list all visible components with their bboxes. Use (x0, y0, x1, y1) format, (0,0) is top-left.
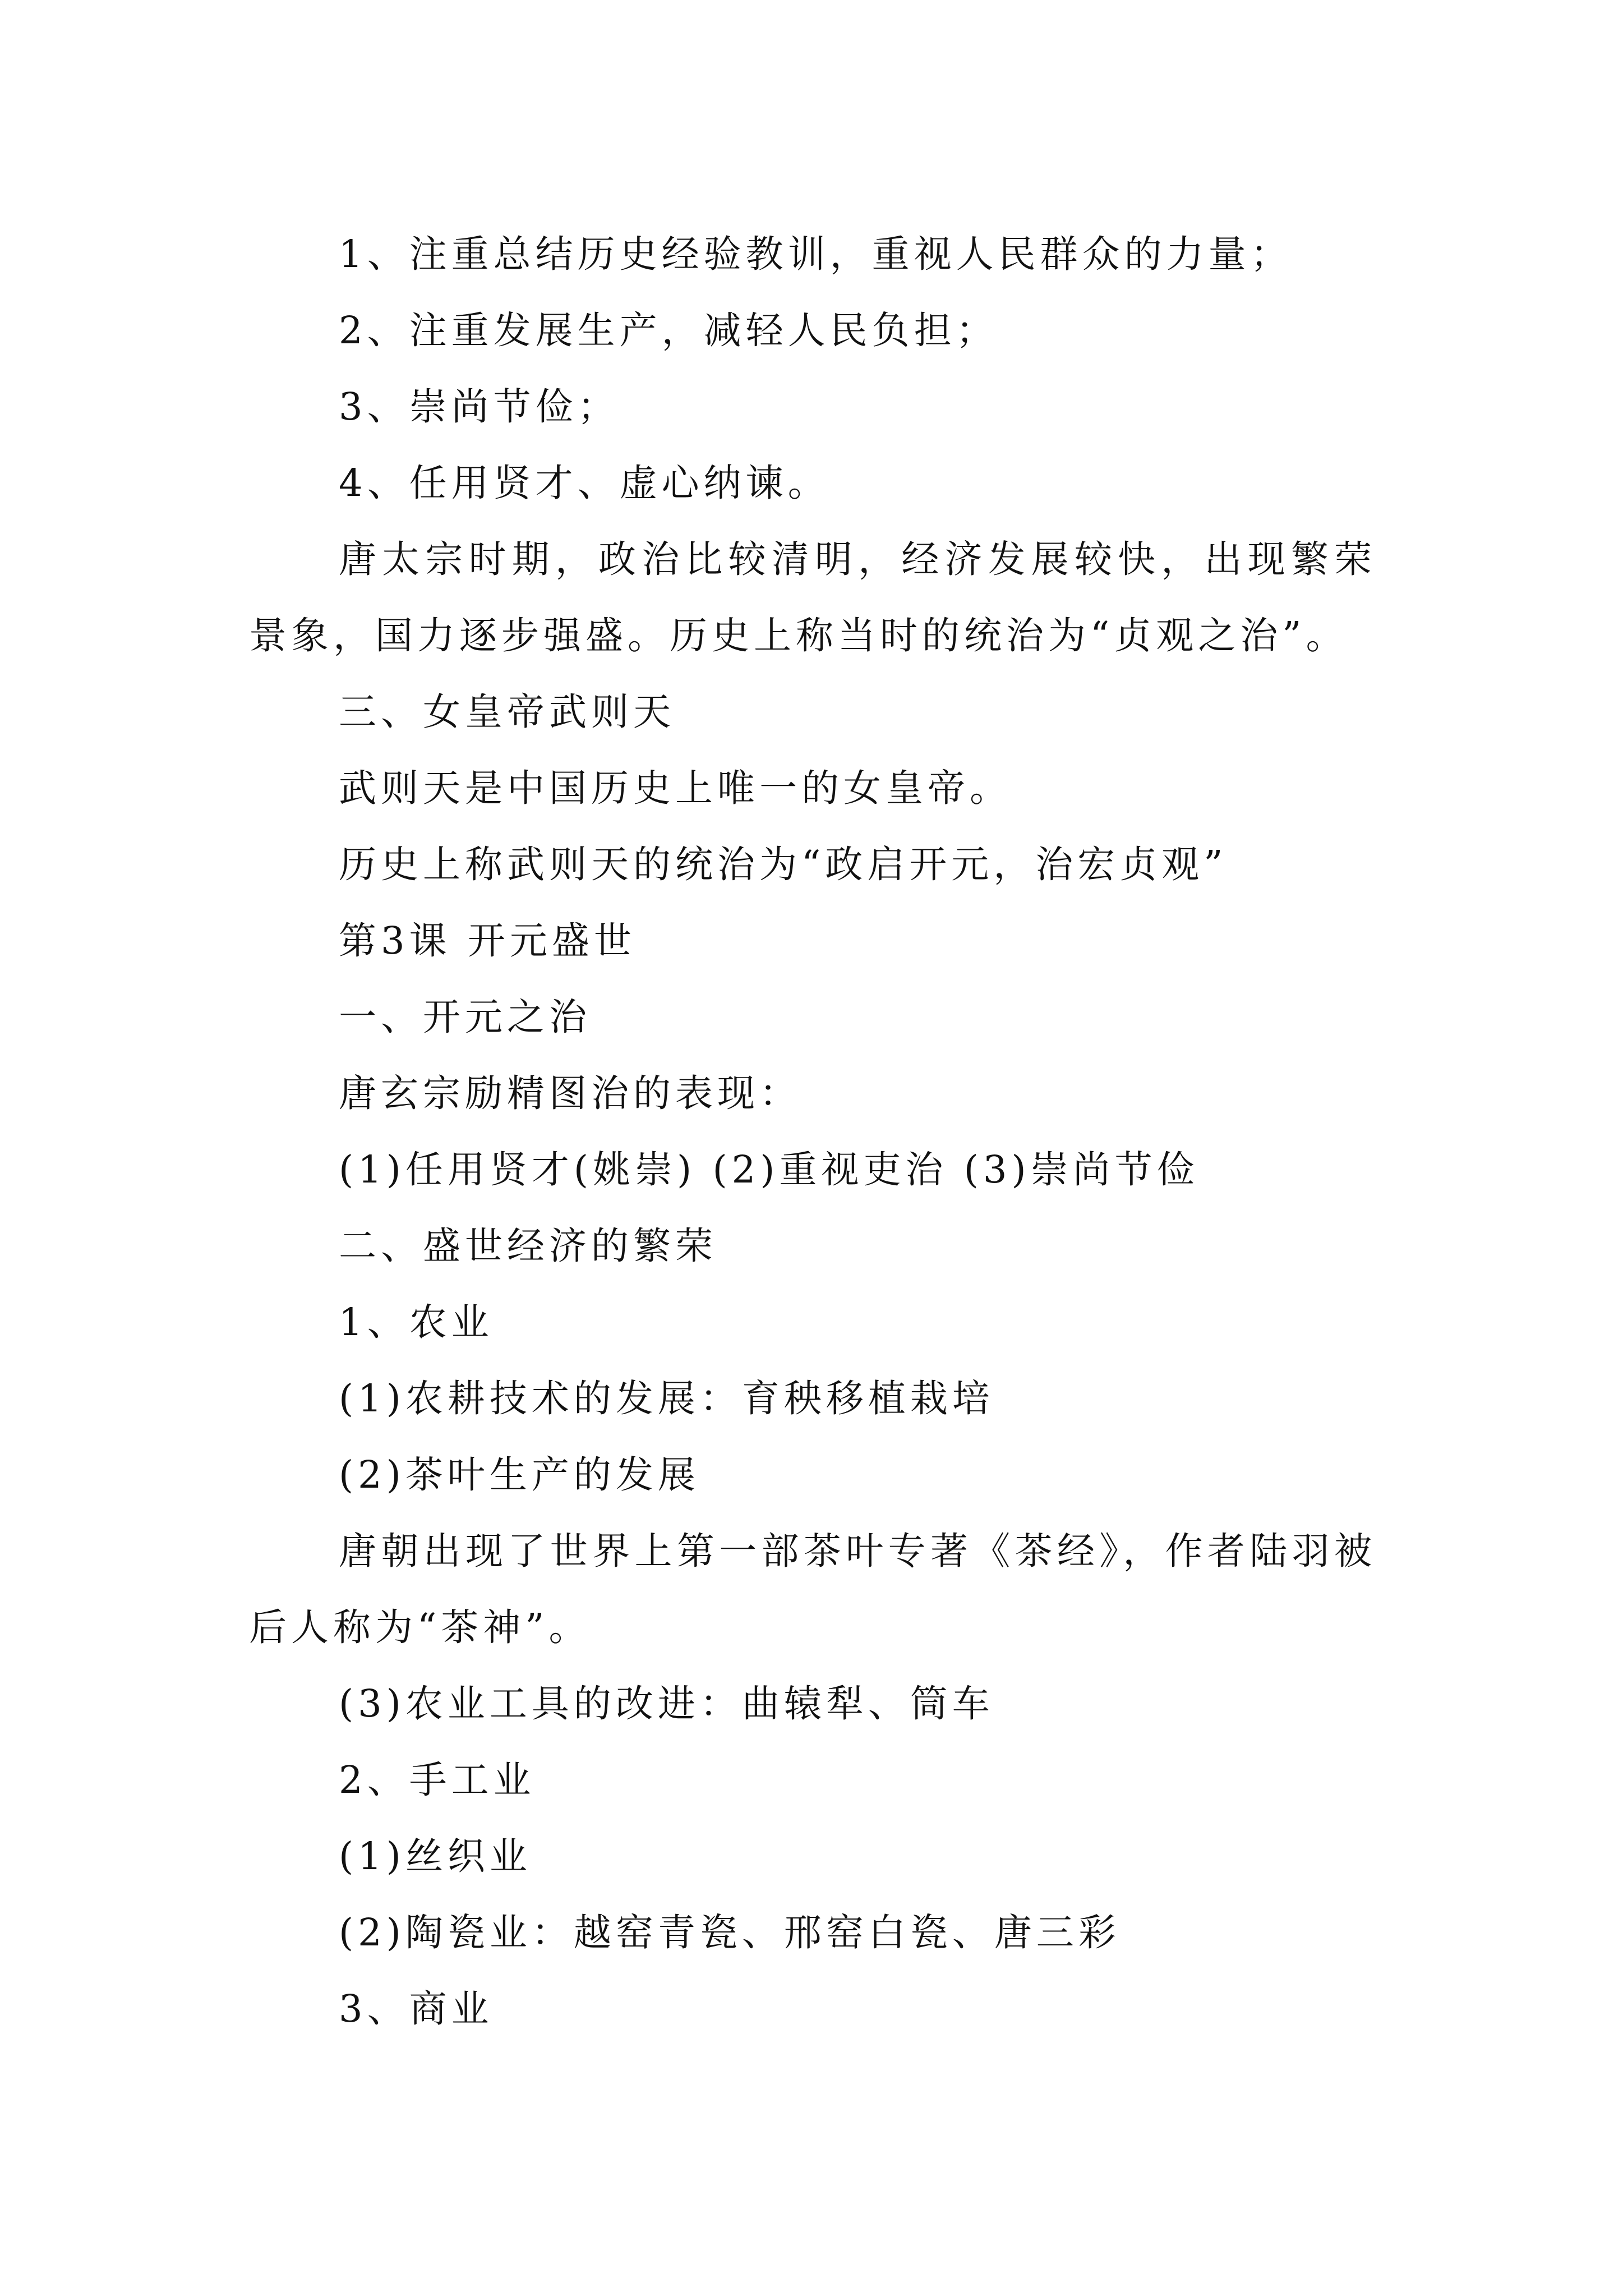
section-heading-empress: 三、女皇帝武则天 (339, 690, 675, 734)
paragraph-11: 唐玄宗励精图治的表现： (339, 1071, 801, 1115)
paragraph-15: (1)农耕技术的发展：育秧移植栽培 (339, 1377, 994, 1420)
document-body (249, 216, 1376, 2047)
lesson-heading: 第3课 开元盛世 (339, 919, 636, 963)
paragraph-8: 历史上称武则天的统治为“政启开元，治宏贞观” (339, 843, 1228, 886)
section-heading-kaiyuan: 一、开元之治 (339, 995, 591, 1039)
section-heading-economy: 二、盛世经济的繁荣 (339, 1224, 717, 1268)
paragraph-20: (1)丝织业 (339, 1834, 532, 1878)
paragraph-4: 4、任用贤才、虚心纳谏。 (339, 461, 830, 505)
paragraph-18: (3)农业工具的改进：曲辕犁、筒车 (339, 1682, 994, 1726)
subheading-handicraft: 2、手工业 (339, 1758, 536, 1802)
paragraph-21: (2)陶瓷业：越窑青瓷、邢窑白瓷、唐三彩 (339, 1911, 1121, 1954)
paragraph-7: 武则天是中国历史上唯一的女皇帝。 (339, 766, 1012, 810)
paragraph-5: 唐太宗时期，政治比较清明，经济发展较快，出现繁荣景象，国力逐步强盛。历史上称当时的统治为“贞观之治”。 (249, 537, 1376, 657)
subheading-agriculture: 1、农业 (339, 1300, 494, 1344)
paragraph-2: 2、注重发展生产，减轻人民负担； (339, 309, 998, 352)
paragraph-12: (1)任用贤才(姚崇) (2)重视吏治 (3)崇尚节俭 (339, 1148, 1199, 1191)
paragraph-3: 3、崇尚节俭； (339, 385, 620, 429)
subheading-commerce: 3、商业 (339, 1987, 494, 2031)
paragraph-1: 1、注重总结历史经验教训，重视人民群众的力量； (339, 232, 1293, 276)
paragraph-16: (2)茶叶生产的发展 (339, 1453, 700, 1497)
paragraph-17: 唐朝出现了世界上第一部茶叶专著《茶经》，作者陆羽被后人称为“茶神”。 (249, 1529, 1376, 1649)
